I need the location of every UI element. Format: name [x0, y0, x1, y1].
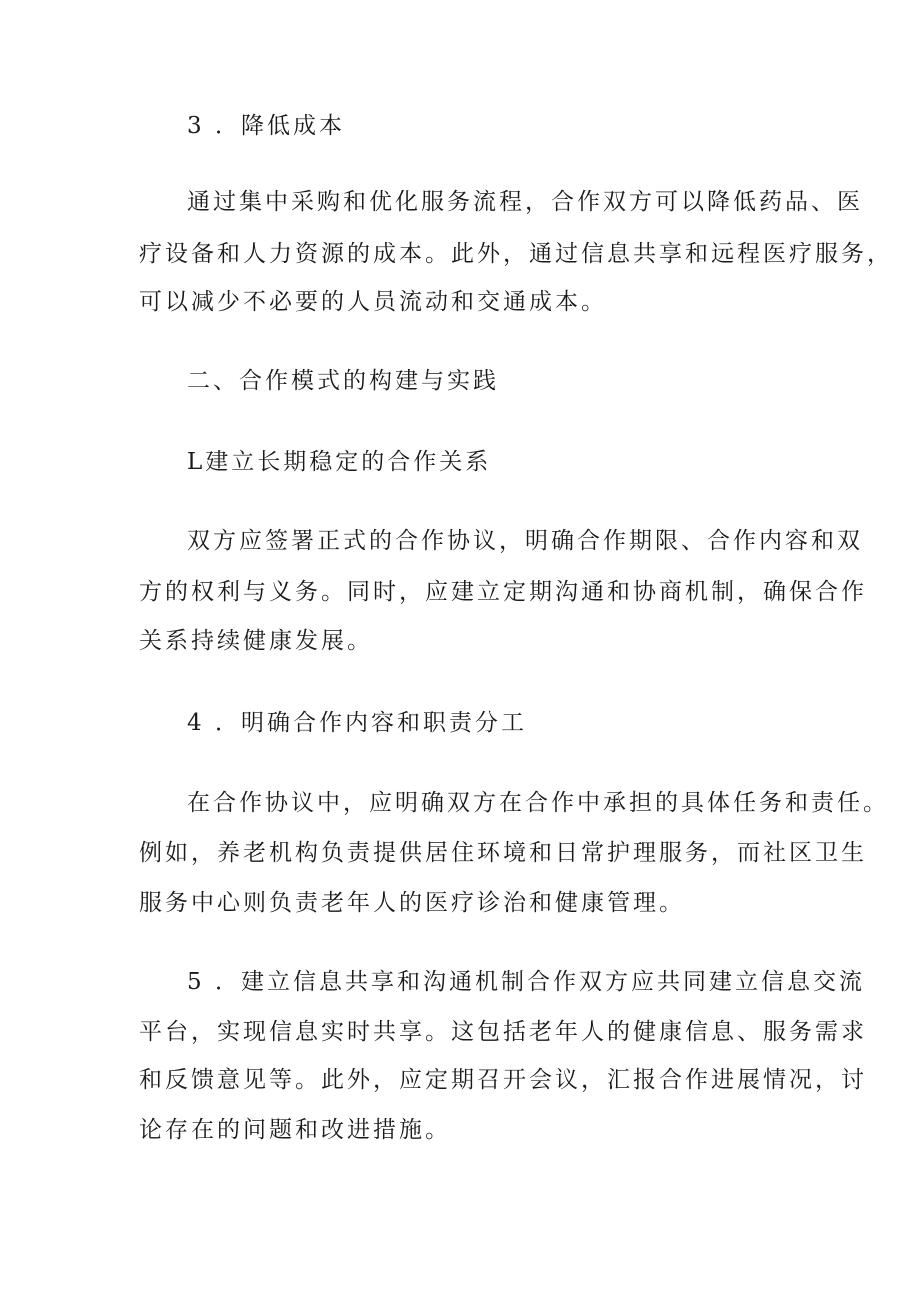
item-1-para-line-3: 关系持续健康发展。 — [139, 628, 373, 654]
item-4-para-line-3: 服务中心则负责老年人的医疗诊治和健康管理。 — [139, 890, 685, 916]
item-1-para-line-2: 方的权利与义务。同时，应建立定期沟通和协商机制，确保合作 — [139, 579, 867, 605]
item-4-para-line-1: 在合作协议中，应明确双方在合作中承担的具体任务和责任。 — [187, 790, 889, 816]
item-5-para-line-1: 5 ．建立信息共享和沟通机制合作双方应共同建立信息交流 — [187, 969, 865, 995]
part-2-heading: 二、合作模式的构建与实践 — [187, 368, 499, 394]
section-3-para-line-2: 疗设备和人力资源的成本。此外，通过信息共享和远程医疗服务， — [139, 241, 893, 267]
item-5-para-line-3: 和反馈意见等。此外，应定期召开会议，汇报合作进展情况，讨 — [139, 1067, 867, 1093]
section-3-para-line-3: 可以减少不必要的人员流动和交通成本。 — [139, 289, 607, 315]
item-5-para-line-2: 平台，实现信息实时共享。这包括老年人的健康信息、服务需求 — [139, 1019, 867, 1045]
item-1-para-line-1: 双方应签署正式的合作协议，明确合作期限、合作内容和双 — [187, 528, 863, 554]
section-3-heading: 3 ．降低成本 — [187, 113, 345, 139]
section-3-para-line-1: 通过集中采购和优化服务流程，合作双方可以降低药品、医 — [187, 189, 863, 215]
item-5-para-line-4: 论存在的问题和改进措施。 — [139, 1117, 451, 1143]
item-4-para-line-2: 例如，养老机构负责提供居住环境和日常护理服务，而社区卫生 — [139, 840, 867, 866]
item-1-heading: L建立长期稳定的合作关系 — [187, 449, 492, 475]
item-4-heading: 4 ．明确合作内容和职责分工 — [187, 710, 527, 736]
